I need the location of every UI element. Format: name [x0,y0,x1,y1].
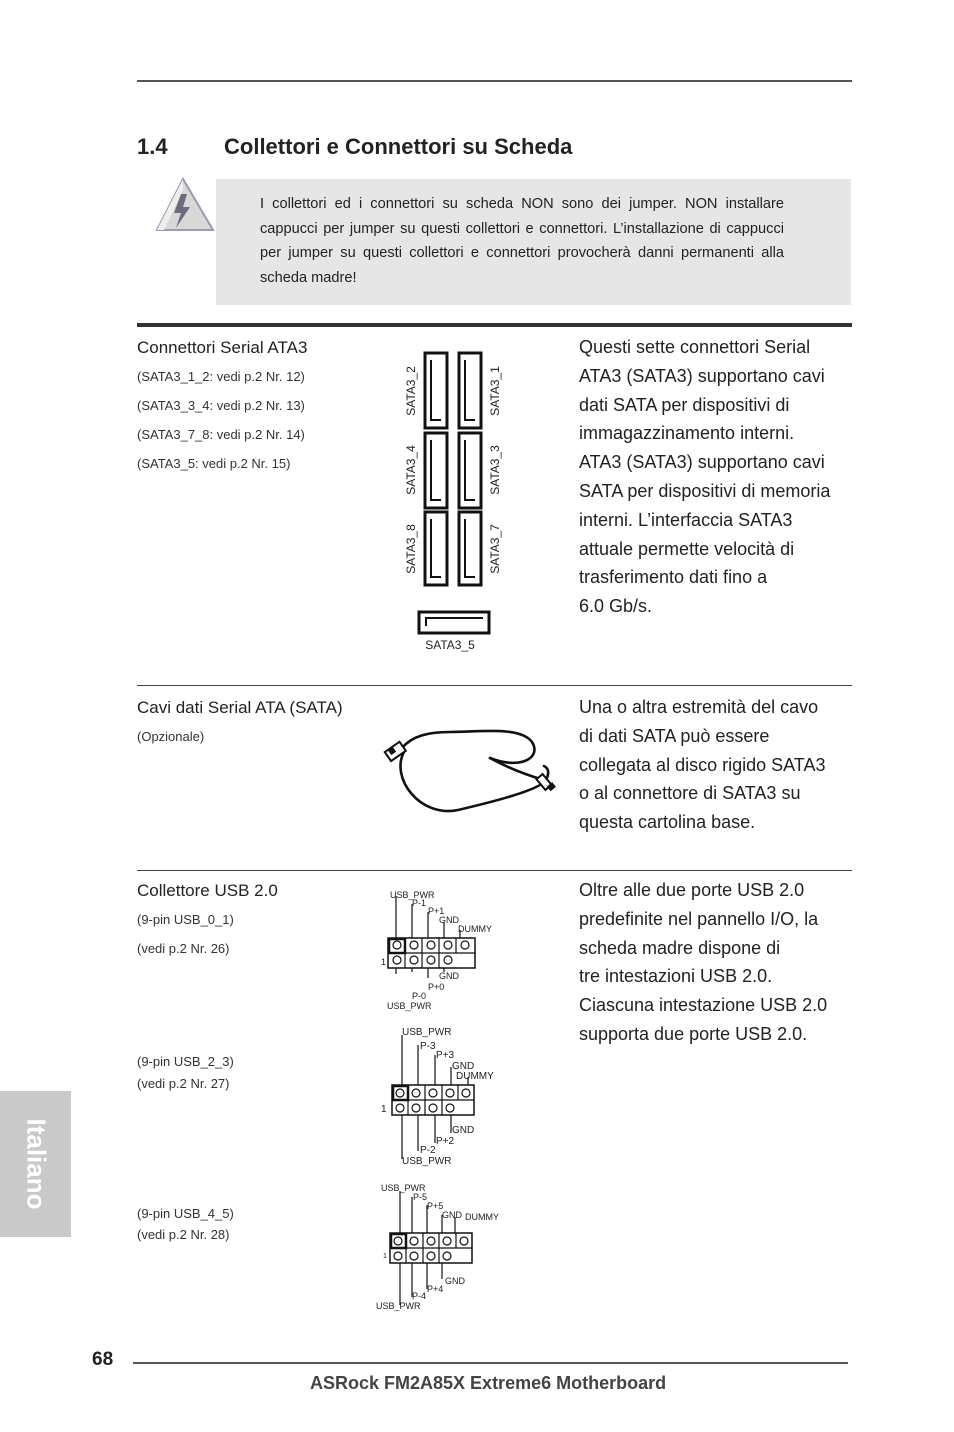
sata-cable-desc-line: o al connettore di SATA3 su [579,783,801,804]
usb-pin-label: P+5 [427,1201,444,1211]
usb-title: Collettore USB 2.0 [137,881,278,900]
sata3-title: Connettori Serial ATA3 [137,338,308,357]
usb-pin-label: GND [439,915,459,925]
sata3-desc-line: SATA per dispositivi di memoria [579,480,831,501]
sata3-desc-line: Questi sette connettori Serial [579,337,811,357]
language-tab-label: Italiano [21,1118,51,1210]
usb-pin-label: DUMMY [458,924,492,934]
section-divider [137,870,852,871]
sata-cable-title: Cavi dati Serial ATA (SATA) [137,698,343,717]
usb-pin-label: USB_PWR [402,1027,452,1038]
usb-header-3-ref: (9-pin USB_4_5) [137,1206,234,1221]
usb-header-3-page: (vedi p.2 Nr. 28) [137,1227,230,1242]
usb-header-1-ref: (9-pin USB_0_1) [137,912,234,927]
usb-header-diagram [375,1181,505,1316]
usb-header-diagram [378,886,508,1012]
sata3-label-7: SATA3_7 [488,524,502,574]
sata3-desc-line: interni. L’interfaccia SATA3 [579,509,793,530]
page-number: 68 [92,1349,114,1370]
sata3-port-4 [425,433,447,508]
sata3-port-3 [459,433,481,508]
footer-title: ASRock FM2A85X Extreme6 Motherboard [310,1373,667,1393]
sata3-label-8: SATA3_8 [404,524,418,574]
sata3-port-5 [419,612,489,633]
section-number: 1.4 [137,134,168,159]
usb-pin-label: USB_PWR [402,1156,452,1167]
sata3-label-2: SATA3_2 [404,366,418,416]
usb-desc-line: Ciascuna intestazione USB 2.0 [579,995,828,1016]
sata3-desc-line: ATA3 (SATA3) supportano cavi [579,452,825,473]
usb-pin-label: USB_PWR [390,890,435,900]
sata3-description [579,333,854,621]
usb-header-2-ref: (9-pin USB_2_3) [137,1054,234,1069]
usb-desc-line: supporta due porte USB 2.0. [579,1023,808,1044]
usb-header-2-page: (vedi p.2 Nr. 27) [137,1076,230,1091]
top-rule [137,80,852,82]
sata3-desc-line: dati SATA per dispositivi di [579,394,790,415]
sata3-ref-3: (SATA3_7_8: vedi p.2 Nr. 14) [137,427,305,442]
usb-description [579,876,854,1049]
sata-cable-image [380,718,560,823]
sata-cable-desc-line: questa cartolina base. [579,812,756,833]
sata3-desc-line: ATA3 (SATA3) supportano cavi [579,365,825,386]
language-side-tab [0,1091,71,1237]
usb-pin-label: DUMMY [465,1212,499,1222]
sata3-label-3: SATA3_3 [488,445,502,495]
usb-pin-label: P-1 [412,898,427,908]
usb-pin-label: USB_PWR [376,1301,421,1311]
sata-cable-note: (Opzionale) [137,729,205,744]
usb-pin-label: P-3 [420,1041,436,1052]
usb-pin-label: P-5 [413,1192,428,1202]
sata3-port-2 [425,353,447,428]
usb-pin-label: USB_PWR [387,1001,432,1011]
usb-pin-label: GND [442,1210,462,1220]
sata3-ref-1: (SATA3_1_2: vedi p.2 Nr. 12) [137,369,305,384]
usb-desc-line: scheda madre dispone di [579,937,781,958]
sata3-label-1: SATA3_1 [488,366,502,416]
sata-cable-desc-line: Una o altra estremità del cavo [579,697,819,717]
usb-desc-line: tre intestazioni USB 2.0. [579,966,773,987]
usb-pin-label: DUMMY [456,1071,494,1082]
usb-pin-label: GND [445,1276,465,1286]
sata3-desc-line: immagazzinamento interni. [579,423,795,444]
usb-pin-label: P-2 [420,1145,436,1156]
sata3-label-4: SATA3_4 [404,445,418,495]
sata-cable-desc-line: di dati SATA può essere [579,725,770,746]
usb-pin-label: P+1 [428,906,445,916]
section-title-text: Collettori e Connettori su Scheda [224,134,573,159]
usb-pin-label: P-0 [412,991,427,1001]
usb-pin-label: GND [439,971,459,981]
usb-pin-label: P+3 [436,1050,455,1061]
usb-desc-line: Oltre alle due porte USB 2.0 [579,880,805,900]
sata3-label-5: SATA3_5 [425,638,475,652]
sata3-port-1 [459,353,481,428]
sata3-connectors-diagram [395,350,510,655]
usb-pin-label: P+4 [427,1284,444,1294]
sata3-port-7 [459,512,481,585]
usb-pin-label: GND [452,1125,475,1136]
sata3-ref-2: (SATA3_3_4: vedi p.2 Nr. 13) [137,398,305,413]
sata3-ref-4: (SATA3_5: vedi p.2 Nr. 15) [137,456,291,471]
section-title [137,134,572,160]
section-divider [137,685,852,686]
warning-triangle-icon [152,176,218,236]
usb-header-diagram [378,1023,508,1168]
usb-pin-label: P+2 [436,1136,455,1147]
usb-pin-label: P-4 [412,1291,427,1301]
usb-desc-line: predefinite nel pannello I/O, la [579,908,819,929]
usb-header-1-page: (vedi p.2 Nr. 26) [137,941,230,956]
sata3-port-8 [425,512,447,585]
warning-text: I collettori ed i connettori su scheda NON sono dei jumper. NON installare cappucci per jumper su questi collettori e connettori. L’installazione di cappucci per jumper su questi collettori e connettori provocherà danni permanenti alla scheda madre! [260,196,784,286]
usb-pin1-label: 1 [381,1104,387,1115]
sata-cable-desc-line: collegata al disco rigido SATA3 [579,754,826,775]
section-divider-thick [137,323,852,327]
sata-cable-description [579,693,854,837]
sata3-desc-line: 6.0 Gb/s. [579,596,653,617]
sata3-desc-line: attuale permette velocità di [579,538,795,559]
usb-pin-label: P+0 [428,982,445,992]
sata3-desc-line: trasferimento dati fino a [579,567,768,588]
usb-pin1-label: 1 [383,1253,387,1260]
footer-rule [133,1362,848,1364]
usb-pin-label: GND [452,1061,475,1072]
usb-pin1-label: 1 [381,957,387,967]
usb-pin-label: USB_PWR [381,1183,426,1193]
